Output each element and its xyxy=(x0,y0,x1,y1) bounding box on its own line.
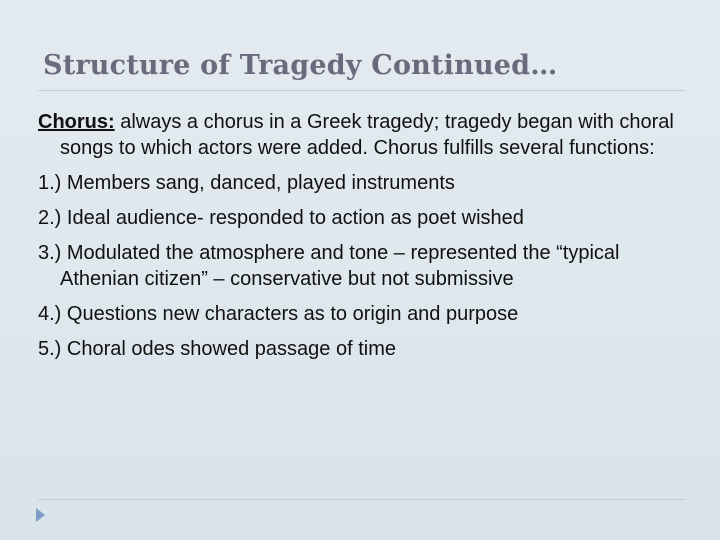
slide-title: Structure of Tragedy Continued… xyxy=(43,50,558,81)
list-item-4: 4.) Questions new characters as to origin and purpose xyxy=(38,303,519,325)
list-item-1: 1.) Members sang, danced, played instruments xyxy=(38,172,455,194)
title-divider xyxy=(38,90,685,91)
chorus-label: Chorus: xyxy=(38,111,115,133)
footer-divider xyxy=(38,499,685,500)
intro-text: always a chorus in a Greek tragedy; tragedy began with choral songs to which actors were added. Chorus fulfills several functions: xyxy=(60,111,674,159)
list-item-2: 2.) Ideal audience- responded to action as poet wished xyxy=(38,207,524,229)
list-item-3: 3.) Modulated the atmosphere and tone – represented the “typical Athenian citizen” – conservative but not submissive xyxy=(38,242,620,290)
triangle-right-icon xyxy=(36,508,45,522)
intro-paragraph xyxy=(38,109,688,161)
list-item-5: 5.) Choral odes showed passage of time xyxy=(38,338,396,360)
slide-body xyxy=(38,109,688,371)
